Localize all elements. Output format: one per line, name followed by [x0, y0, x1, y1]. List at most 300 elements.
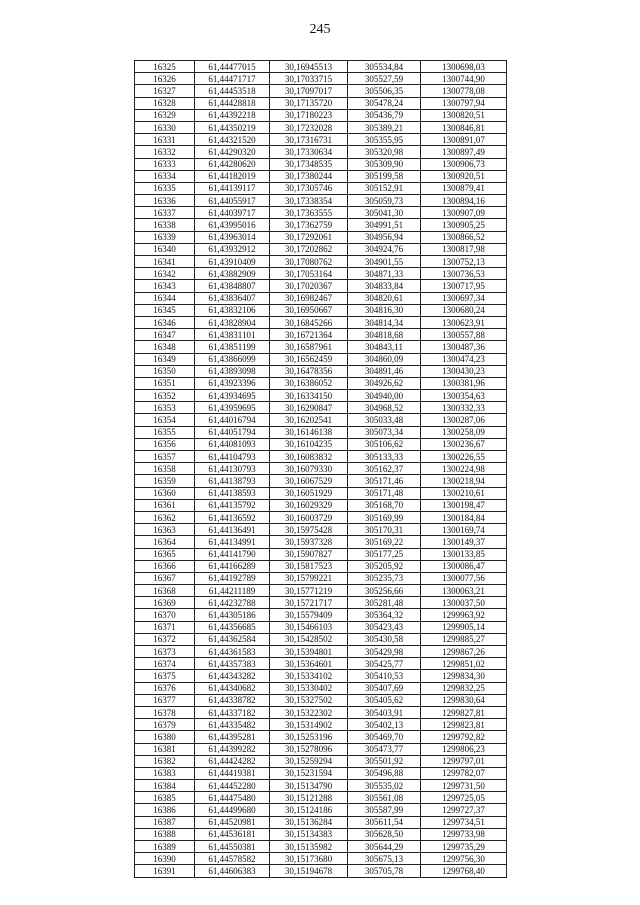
- x-coordinate-cell: 305106,62: [348, 438, 421, 450]
- table-row: [135, 341, 507, 353]
- point-number-cell: 16383: [135, 767, 195, 779]
- longitude-cell: 30,15253196: [270, 731, 348, 743]
- x-coordinate-cell: 305473,77: [348, 743, 421, 755]
- longitude-cell: 30,16950667: [270, 304, 348, 316]
- y-coordinate-cell: 1300778,08: [421, 85, 507, 97]
- point-number-cell: 16344: [135, 292, 195, 304]
- table-row: [135, 585, 507, 597]
- y-coordinate-cell: 1299734,51: [421, 816, 507, 828]
- point-number-cell: 16346: [135, 316, 195, 328]
- table-row: [135, 560, 507, 572]
- latitude-cell: 61,44428818: [195, 97, 270, 109]
- latitude-cell: 61,43851199: [195, 341, 270, 353]
- point-number-cell: 16363: [135, 524, 195, 536]
- latitude-cell: 61,44606383: [195, 865, 270, 877]
- y-coordinate-cell: 1299725,05: [421, 792, 507, 804]
- latitude-cell: 61,44357383: [195, 658, 270, 670]
- longitude-cell: 30,16003729: [270, 511, 348, 523]
- longitude-cell: 30,15364601: [270, 658, 348, 670]
- table-row: [135, 426, 507, 438]
- x-coordinate-cell: 304860,09: [348, 353, 421, 365]
- longitude-cell: 30,15721717: [270, 597, 348, 609]
- table-row: [135, 109, 507, 121]
- table-row: [135, 780, 507, 792]
- latitude-cell: 61,43893098: [195, 365, 270, 377]
- y-coordinate-cell: 1299797,01: [421, 755, 507, 767]
- latitude-cell: 61,44138793: [195, 475, 270, 487]
- longitude-cell: 30,16202541: [270, 414, 348, 426]
- x-coordinate-cell: 304820,61: [348, 292, 421, 304]
- y-coordinate-cell: 1300905,25: [421, 219, 507, 231]
- point-number-cell: 16377: [135, 694, 195, 706]
- x-coordinate-cell: 305429,98: [348, 646, 421, 658]
- latitude-cell: 61,44138593: [195, 487, 270, 499]
- longitude-cell: 30,16067529: [270, 475, 348, 487]
- x-coordinate-cell: 305073,34: [348, 426, 421, 438]
- table-row: [135, 316, 507, 328]
- longitude-cell: 30,16721364: [270, 329, 348, 341]
- x-coordinate-cell: 304924,76: [348, 243, 421, 255]
- x-coordinate-cell: 305407,69: [348, 682, 421, 694]
- y-coordinate-cell: 1300891,07: [421, 134, 507, 146]
- y-coordinate-cell: 1300474,23: [421, 353, 507, 365]
- x-coordinate-cell: 305403,91: [348, 706, 421, 718]
- y-coordinate-cell: 1300226,55: [421, 451, 507, 463]
- table-row: [135, 463, 507, 475]
- y-coordinate-cell: 1299735,29: [421, 841, 507, 853]
- point-number-cell: 16388: [135, 828, 195, 840]
- longitude-cell: 30,16083832: [270, 451, 348, 463]
- latitude-cell: 61,43963014: [195, 231, 270, 243]
- y-coordinate-cell: 1300797,94: [421, 97, 507, 109]
- point-number-cell: 16359: [135, 475, 195, 487]
- latitude-cell: 61,44321520: [195, 134, 270, 146]
- x-coordinate-cell: 304891,46: [348, 365, 421, 377]
- latitude-cell: 61,44280620: [195, 158, 270, 170]
- y-coordinate-cell: 1299727,37: [421, 804, 507, 816]
- point-number-cell: 16384: [135, 780, 195, 792]
- point-number-cell: 16362: [135, 511, 195, 523]
- table-row: [135, 853, 507, 865]
- point-number-cell: 16368: [135, 585, 195, 597]
- x-coordinate-cell: 304991,51: [348, 219, 421, 231]
- x-coordinate-cell: 305501,92: [348, 755, 421, 767]
- y-coordinate-cell: 1299768,40: [421, 865, 507, 877]
- latitude-cell: 61,44134991: [195, 536, 270, 548]
- point-number-cell: 16378: [135, 706, 195, 718]
- table-row: [135, 61, 507, 73]
- point-number-cell: 16365: [135, 548, 195, 560]
- x-coordinate-cell: 305355,95: [348, 134, 421, 146]
- point-number-cell: 16338: [135, 219, 195, 231]
- table-row: [135, 804, 507, 816]
- point-number-cell: 16353: [135, 402, 195, 414]
- table-row: [135, 170, 507, 182]
- y-coordinate-cell: 1299834,30: [421, 670, 507, 682]
- y-coordinate-cell: 1300430,23: [421, 365, 507, 377]
- longitude-cell: 30,15330402: [270, 682, 348, 694]
- x-coordinate-cell: 305469,70: [348, 731, 421, 743]
- latitude-cell: 61,44081093: [195, 438, 270, 450]
- latitude-cell: 61,43832106: [195, 304, 270, 316]
- longitude-cell: 30,15124186: [270, 804, 348, 816]
- latitude-cell: 61,44477015: [195, 61, 270, 73]
- longitude-cell: 30,15121288: [270, 792, 348, 804]
- x-coordinate-cell: 305587,99: [348, 804, 421, 816]
- longitude-cell: 30,15466103: [270, 621, 348, 633]
- longitude-cell: 30,15799221: [270, 572, 348, 584]
- longitude-cell: 30,15322302: [270, 706, 348, 718]
- x-coordinate-cell: 305535,02: [348, 780, 421, 792]
- y-coordinate-cell: 1300846,81: [421, 121, 507, 133]
- table-row: [135, 755, 507, 767]
- table-row: [135, 719, 507, 731]
- x-coordinate-cell: 304968,52: [348, 402, 421, 414]
- point-number-cell: 16386: [135, 804, 195, 816]
- latitude-cell: 61,44130793: [195, 463, 270, 475]
- page-number: 245: [309, 22, 331, 37]
- x-coordinate-cell: 305162,37: [348, 463, 421, 475]
- latitude-cell: 61,43831101: [195, 329, 270, 341]
- latitude-cell: 61,44550381: [195, 841, 270, 853]
- table-row: [135, 670, 507, 682]
- point-number-cell: 16329: [135, 109, 195, 121]
- y-coordinate-cell: 1300736,53: [421, 268, 507, 280]
- y-coordinate-cell: 1300897,49: [421, 146, 507, 158]
- longitude-cell: 30,15173680: [270, 853, 348, 865]
- latitude-cell: 61,43836407: [195, 292, 270, 304]
- point-number-cell: 16351: [135, 377, 195, 389]
- point-number-cell: 16385: [135, 792, 195, 804]
- table-row: [135, 280, 507, 292]
- point-number-cell: 16358: [135, 463, 195, 475]
- latitude-cell: 61,43959695: [195, 402, 270, 414]
- longitude-cell: 30,15135982: [270, 841, 348, 853]
- latitude-cell: 61,44520981: [195, 816, 270, 828]
- y-coordinate-cell: 1300557,88: [421, 329, 507, 341]
- y-coordinate-cell: 1299733,98: [421, 828, 507, 840]
- y-coordinate-cell: 1299851,02: [421, 658, 507, 670]
- longitude-cell: 30,16945513: [270, 61, 348, 73]
- longitude-cell: 30,17020367: [270, 280, 348, 292]
- table-row: [135, 146, 507, 158]
- longitude-cell: 30,17135720: [270, 97, 348, 109]
- latitude-cell: 61,44340682: [195, 682, 270, 694]
- table-row: [135, 536, 507, 548]
- table-row: [135, 377, 507, 389]
- x-coordinate-cell: 305478,24: [348, 97, 421, 109]
- x-coordinate-cell: 305041,30: [348, 207, 421, 219]
- point-number-cell: 16390: [135, 853, 195, 865]
- longitude-cell: 30,17330634: [270, 146, 348, 158]
- y-coordinate-cell: 1300224,98: [421, 463, 507, 475]
- table-row: [135, 743, 507, 755]
- x-coordinate-cell: 304843,11: [348, 341, 421, 353]
- longitude-cell: 30,17202862: [270, 243, 348, 255]
- longitude-cell: 30,15817523: [270, 560, 348, 572]
- table-row: [135, 231, 507, 243]
- table-row: [135, 97, 507, 109]
- table-row: [135, 353, 507, 365]
- latitude-cell: 61,44475480: [195, 792, 270, 804]
- latitude-cell: 61,44055917: [195, 195, 270, 207]
- point-number-cell: 16352: [135, 390, 195, 402]
- y-coordinate-cell: 1300698,03: [421, 61, 507, 73]
- latitude-cell: 61,43828904: [195, 316, 270, 328]
- x-coordinate-cell: 304871,33: [348, 268, 421, 280]
- point-number-cell: 16342: [135, 268, 195, 280]
- latitude-cell: 61,44232788: [195, 597, 270, 609]
- point-number-cell: 16349: [135, 353, 195, 365]
- table-row: [135, 121, 507, 133]
- x-coordinate-cell: 304926,62: [348, 377, 421, 389]
- x-coordinate-cell: 305561,08: [348, 792, 421, 804]
- x-coordinate-cell: 305059,73: [348, 195, 421, 207]
- longitude-cell: 30,16334150: [270, 390, 348, 402]
- latitude-cell: 61,43934695: [195, 390, 270, 402]
- longitude-cell: 30,16587961: [270, 341, 348, 353]
- longitude-cell: 30,15907827: [270, 548, 348, 560]
- x-coordinate-cell: 304814,34: [348, 316, 421, 328]
- point-number-cell: 16374: [135, 658, 195, 670]
- table-row: [135, 548, 507, 560]
- point-number-cell: 16327: [135, 85, 195, 97]
- table-row: [135, 499, 507, 511]
- point-number-cell: 16356: [135, 438, 195, 450]
- table-row: [135, 841, 507, 853]
- point-number-cell: 16381: [135, 743, 195, 755]
- latitude-cell: 61,44182019: [195, 170, 270, 182]
- longitude-cell: 30,16079330: [270, 463, 348, 475]
- point-number-cell: 16367: [135, 572, 195, 584]
- longitude-cell: 30,16982467: [270, 292, 348, 304]
- longitude-cell: 30,15278096: [270, 743, 348, 755]
- table-row: [135, 195, 507, 207]
- longitude-cell: 30,15428502: [270, 633, 348, 645]
- latitude-cell: 61,44392218: [195, 109, 270, 121]
- y-coordinate-cell: 1300332,33: [421, 402, 507, 414]
- table-row: [135, 402, 507, 414]
- latitude-cell: 61,44136592: [195, 511, 270, 523]
- longitude-cell: 30,16386052: [270, 377, 348, 389]
- longitude-cell: 30,16051929: [270, 487, 348, 499]
- point-number-cell: 16339: [135, 231, 195, 243]
- table-row: [135, 609, 507, 621]
- x-coordinate-cell: 305705,78: [348, 865, 421, 877]
- latitude-cell: 61,44141790: [195, 548, 270, 560]
- point-number-cell: 16335: [135, 182, 195, 194]
- longitude-cell: 30,17180223: [270, 109, 348, 121]
- longitude-cell: 30,15259294: [270, 755, 348, 767]
- y-coordinate-cell: 1300258,09: [421, 426, 507, 438]
- point-number-cell: 16355: [135, 426, 195, 438]
- longitude-cell: 30,16845266: [270, 316, 348, 328]
- x-coordinate-cell: 305320,98: [348, 146, 421, 158]
- table-row: [135, 451, 507, 463]
- x-coordinate-cell: 305611,54: [348, 816, 421, 828]
- y-coordinate-cell: 1300210,61: [421, 487, 507, 499]
- point-number-cell: 16369: [135, 597, 195, 609]
- x-coordinate-cell: 304901,55: [348, 256, 421, 268]
- y-coordinate-cell: 1299792,82: [421, 731, 507, 743]
- point-number-cell: 16360: [135, 487, 195, 499]
- point-number-cell: 16375: [135, 670, 195, 682]
- latitude-cell: 61,44424282: [195, 755, 270, 767]
- longitude-cell: 30,15394801: [270, 646, 348, 658]
- latitude-cell: 61,44104793: [195, 451, 270, 463]
- longitude-cell: 30,15771219: [270, 585, 348, 597]
- table-row: [135, 475, 507, 487]
- point-number-cell: 16343: [135, 280, 195, 292]
- x-coordinate-cell: 305506,35: [348, 85, 421, 97]
- table-row: [135, 73, 507, 85]
- x-coordinate-cell: 305281,48: [348, 597, 421, 609]
- latitude-cell: 61,44471717: [195, 73, 270, 85]
- y-coordinate-cell: 1300063,21: [421, 585, 507, 597]
- latitude-cell: 61,44419381: [195, 767, 270, 779]
- longitude-cell: 30,16146138: [270, 426, 348, 438]
- y-coordinate-cell: 1299806,23: [421, 743, 507, 755]
- table-row: [135, 597, 507, 609]
- table-row: [135, 158, 507, 170]
- point-number-cell: 16341: [135, 256, 195, 268]
- x-coordinate-cell: 305171,48: [348, 487, 421, 499]
- x-coordinate-cell: 305402,13: [348, 719, 421, 731]
- y-coordinate-cell: 1300820,51: [421, 109, 507, 121]
- latitude-cell: 61,43995016: [195, 219, 270, 231]
- longitude-cell: 30,15134790: [270, 780, 348, 792]
- point-number-cell: 16361: [135, 499, 195, 511]
- table-row: [135, 828, 507, 840]
- y-coordinate-cell: 1300697,34: [421, 292, 507, 304]
- x-coordinate-cell: 305389,21: [348, 121, 421, 133]
- latitude-cell: 61,44338782: [195, 694, 270, 706]
- table-row: [135, 304, 507, 316]
- longitude-cell: 30,17033715: [270, 73, 348, 85]
- longitude-cell: 30,15194678: [270, 865, 348, 877]
- table-row: [135, 256, 507, 268]
- y-coordinate-cell: 1300236,67: [421, 438, 507, 450]
- point-number-cell: 16371: [135, 621, 195, 633]
- y-coordinate-cell: 1299823,81: [421, 719, 507, 731]
- y-coordinate-cell: 1299731,50: [421, 780, 507, 792]
- y-coordinate-cell: 1300752,13: [421, 256, 507, 268]
- table-row: [135, 438, 507, 450]
- table-row: [135, 134, 507, 146]
- latitude-cell: 61,44362584: [195, 633, 270, 645]
- point-number-cell: 16376: [135, 682, 195, 694]
- x-coordinate-cell: 305410,53: [348, 670, 421, 682]
- point-number-cell: 16337: [135, 207, 195, 219]
- table-row: [135, 767, 507, 779]
- latitude-cell: 61,44361583: [195, 646, 270, 658]
- y-coordinate-cell: 1299756,30: [421, 853, 507, 865]
- y-coordinate-cell: 1300218,94: [421, 475, 507, 487]
- longitude-cell: 30,17305746: [270, 182, 348, 194]
- y-coordinate-cell: 1299905,14: [421, 621, 507, 633]
- longitude-cell: 30,17338354: [270, 195, 348, 207]
- latitude-cell: 61,43923396: [195, 377, 270, 389]
- x-coordinate-cell: 305170,31: [348, 524, 421, 536]
- x-coordinate-cell: 305534,84: [348, 61, 421, 73]
- point-number-cell: 16380: [135, 731, 195, 743]
- x-coordinate-cell: 305152,91: [348, 182, 421, 194]
- point-number-cell: 16373: [135, 646, 195, 658]
- latitude-cell: 61,44051794: [195, 426, 270, 438]
- x-coordinate-cell: 305256,66: [348, 585, 421, 597]
- x-coordinate-cell: 305527,59: [348, 73, 421, 85]
- latitude-cell: 61,44395281: [195, 731, 270, 743]
- table-row: [135, 633, 507, 645]
- x-coordinate-cell: 305205,92: [348, 560, 421, 572]
- longitude-cell: 30,16562459: [270, 353, 348, 365]
- longitude-cell: 30,15231594: [270, 767, 348, 779]
- table-row: [135, 182, 507, 194]
- x-coordinate-cell: 305430,58: [348, 633, 421, 645]
- latitude-cell: 61,44350219: [195, 121, 270, 133]
- longitude-cell: 30,17080762: [270, 256, 348, 268]
- y-coordinate-cell: 1299963,92: [421, 609, 507, 621]
- longitude-cell: 30,15937328: [270, 536, 348, 548]
- y-coordinate-cell: 1300866,52: [421, 231, 507, 243]
- y-coordinate-cell: 1300184,84: [421, 511, 507, 523]
- longitude-cell: 30,15579409: [270, 609, 348, 621]
- longitude-cell: 30,15334102: [270, 670, 348, 682]
- x-coordinate-cell: 304940,00: [348, 390, 421, 402]
- x-coordinate-cell: 304818,68: [348, 329, 421, 341]
- y-coordinate-cell: 1300037,50: [421, 597, 507, 609]
- longitude-cell: 30,15136284: [270, 816, 348, 828]
- x-coordinate-cell: 305199,58: [348, 170, 421, 182]
- longitude-cell: 30,16029329: [270, 499, 348, 511]
- point-number-cell: 16332: [135, 146, 195, 158]
- x-coordinate-cell: 305171,46: [348, 475, 421, 487]
- latitude-cell: 61,44016794: [195, 414, 270, 426]
- point-number-cell: 16325: [135, 61, 195, 73]
- latitude-cell: 61,44211189: [195, 585, 270, 597]
- table-row: [135, 243, 507, 255]
- longitude-cell: 30,17363555: [270, 207, 348, 219]
- x-coordinate-cell: 305436,79: [348, 109, 421, 121]
- x-coordinate-cell: 305033,48: [348, 414, 421, 426]
- latitude-cell: 61,44139117: [195, 182, 270, 194]
- x-coordinate-cell: 305133,33: [348, 451, 421, 463]
- y-coordinate-cell: 1300623,91: [421, 316, 507, 328]
- longitude-cell: 30,15314902: [270, 719, 348, 731]
- table-row: [135, 865, 507, 877]
- latitude-cell: 61,44499680: [195, 804, 270, 816]
- y-coordinate-cell: 1300920,51: [421, 170, 507, 182]
- point-number-cell: 16366: [135, 560, 195, 572]
- latitude-cell: 61,44578582: [195, 853, 270, 865]
- y-coordinate-cell: 1300149,37: [421, 536, 507, 548]
- table-row: [135, 694, 507, 706]
- point-number-cell: 16387: [135, 816, 195, 828]
- x-coordinate-cell: 305235,73: [348, 572, 421, 584]
- point-number-cell: 16370: [135, 609, 195, 621]
- table-row: [135, 706, 507, 718]
- latitude-cell: 61,44305186: [195, 609, 270, 621]
- table-row: [135, 414, 507, 426]
- longitude-cell: 30,16478356: [270, 365, 348, 377]
- latitude-cell: 61,44039717: [195, 207, 270, 219]
- point-number-cell: 16333: [135, 158, 195, 170]
- x-coordinate-cell: 305628,50: [348, 828, 421, 840]
- y-coordinate-cell: 1299885,27: [421, 633, 507, 645]
- table-row: [135, 816, 507, 828]
- table-row: [135, 365, 507, 377]
- point-number-cell: 16330: [135, 121, 195, 133]
